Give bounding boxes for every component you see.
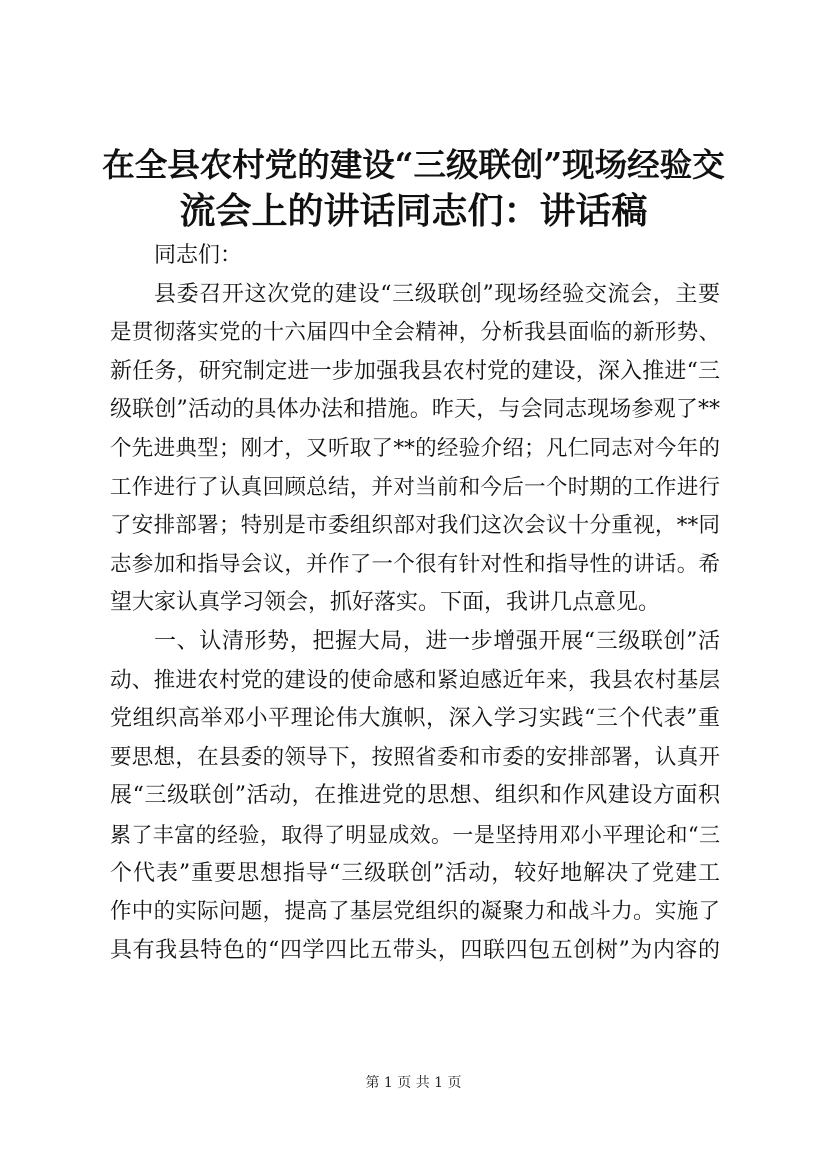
paragraph-line: 要思想，在县委的领导下，按照省委和市委的安排部署，认真开 [110, 744, 720, 770]
paragraph-line: 作中的实际问题，提高了基层党组织的凝聚力和战斗力。实施了 [110, 899, 720, 925]
paragraph-line: 县委召开这次党的建设“三级联创”现场经验交流会，主要 [154, 281, 720, 307]
section-heading-line: 一、认清形势，把握大局，进一步增强开展“三级联创”活 [154, 628, 720, 654]
paragraph-line: 累了丰富的经验，取得了明显成效。一是坚持用邓小平理论和“三 [110, 822, 720, 847]
paragraph-line: 工作进行了认真回顾总结，并对当前和今后一个时期的工作进行 [110, 474, 720, 500]
paragraph-line: 了安排部署；特别是市委组织部对我们这次会议十分重视，**同 [110, 513, 720, 539]
paragraph-line: 望大家认真学习领会，抓好落实。下面，我讲几点意见。 [110, 590, 661, 616]
document-title [100, 142, 727, 234]
salutation: 同志们： [154, 243, 243, 268]
paragraph-line: 个先进典型；刚才，又听取了**的经验介绍；凡仁同志对今年的 [110, 435, 720, 461]
title-line: 在全县农村党的建设“三级联创”现场经验交 [102, 145, 725, 184]
paragraph-line: 新任务，研究制定进一步加强我县农村党的建设，深入推进“三 [110, 358, 720, 384]
paragraph-line: 具有我县特色的“四学四比五带头，四联四包五创树”为内容的 [110, 937, 720, 963]
paragraph-line: 展“三级联创”活动，在推进党的思想、组织和作风建设方面积 [110, 783, 720, 809]
title-line: 流会上的讲话同志们：讲话稿 [179, 190, 648, 232]
paragraph-line: 党组织高举邓小平理论伟大旗帜，深入学习实践“三个代表”重 [110, 706, 720, 732]
document-body [110, 237, 720, 970]
paragraph-line: 是贯彻落实党的十六届四中全会精神，分析我县面临的新形势、 [110, 320, 720, 346]
paragraph-line: 级联创”活动的具体办法和措施。昨天，与会同志现场参观了** [110, 397, 720, 423]
paragraph-line: 志参加和指导会议，并作了一个很有针对性和指导性的讲话。希 [110, 551, 720, 577]
paragraph-line: 动、推进农村党的建设的使命感和紧迫感近年来，我县农村基层 [110, 667, 720, 693]
paragraph-line: 个代表”重要思想指导“三级联创”活动，较好地解决了党建工 [110, 860, 720, 886]
page-footer: 第 1 页 共 1 页 [365, 1075, 462, 1091]
